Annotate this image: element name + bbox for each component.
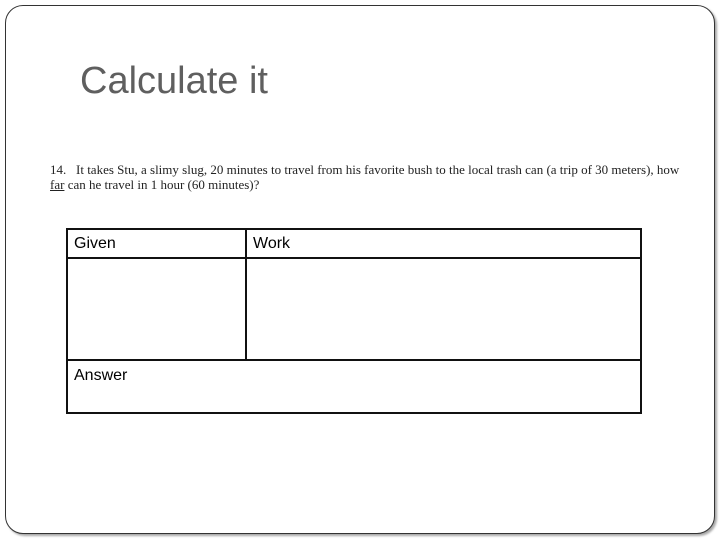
- given-header: Given: [68, 230, 247, 259]
- problem-statement: [50, 162, 680, 192]
- problem-text-after: can he travel in 1 hour (60 minutes)?: [64, 177, 260, 192]
- problem-text-before: It takes Stu, a slimy slug, 20 minutes to travel from his favorite bush to the local trash can (a trip of 30 meters), how: [76, 162, 680, 177]
- worksheet-table: [66, 228, 642, 414]
- work-header: Work: [247, 230, 640, 259]
- slide-title: Calculate it: [80, 60, 268, 102]
- given-cell: [68, 259, 247, 361]
- answer-cell: Answer: [74, 367, 128, 384]
- problem-emphasis: far: [50, 177, 65, 192]
- work-cell: [247, 259, 640, 361]
- problem-number: 14.: [50, 162, 67, 177]
